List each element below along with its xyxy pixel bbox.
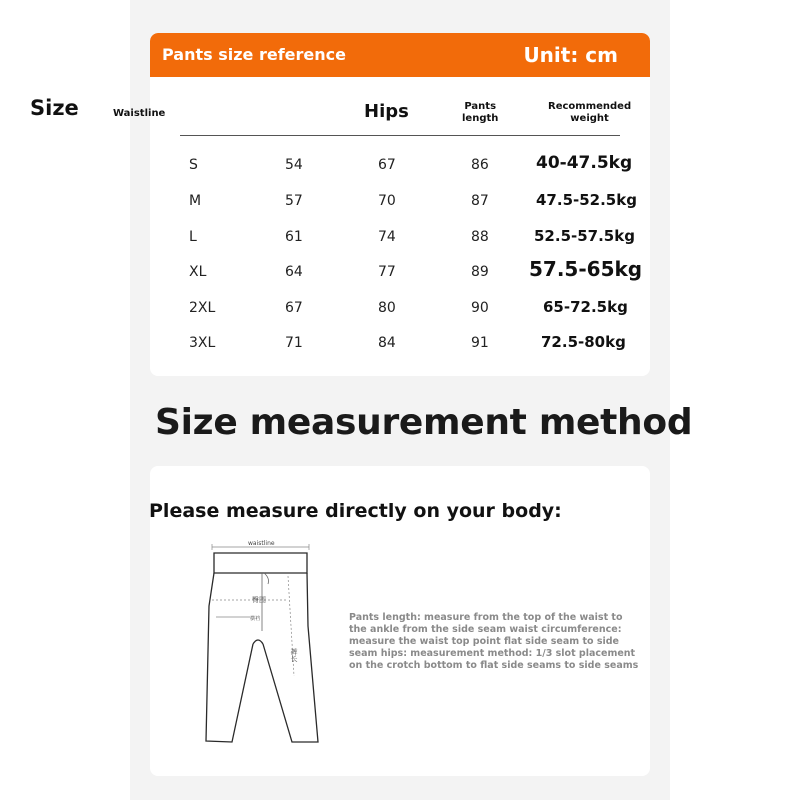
column-header-recommended-weight <box>548 101 631 125</box>
cell-waistline: 57 <box>285 193 303 209</box>
cell-pants-length: 88 <box>471 229 489 245</box>
cell-size: 3XL <box>189 335 216 351</box>
unit-label: Unit: cm <box>523 43 618 67</box>
cell-recommended-weight: 52.5-57.5kg <box>534 227 635 245</box>
cell-size: M <box>189 193 202 209</box>
header-divider <box>180 135 620 136</box>
cell-hips: 77 <box>378 264 396 280</box>
cell-pants-length: 89 <box>471 264 489 280</box>
cell-waistline: 67 <box>285 300 303 316</box>
size-table-header-bar <box>150 33 650 77</box>
column-header-size: Size <box>30 96 79 120</box>
diagram-label-waistline: waistline <box>248 540 275 547</box>
cell-hips: 84 <box>378 335 396 351</box>
cell-recommended-weight: 40-47.5kg <box>536 153 633 173</box>
cell-size: S <box>189 157 198 173</box>
cell-recommended-weight: 65-72.5kg <box>543 298 628 316</box>
size-table-title: Pants size reference <box>162 45 346 64</box>
cell-pants-length: 91 <box>471 335 489 351</box>
column-header-waistline: Waistline <box>113 108 166 119</box>
cell-hips: 74 <box>378 229 396 245</box>
measurement-description: Pants length: measure from the top of the waist to the ankle from the side seam waist circumference: measure the waist top point flat side seam to side seam hips: measurement method: 1/3 slot placement on the crotch bottom to flat side seams to side seams <box>349 612 639 671</box>
cell-recommended-weight: 72.5-80kg <box>541 333 626 351</box>
cell-size: L <box>189 229 197 245</box>
column-header-pants-length-line1: Pants <box>464 101 497 112</box>
cell-recommended-weight: 57.5-65kg <box>529 257 643 281</box>
cell-hips: 67 <box>378 157 396 173</box>
cell-hips: 80 <box>378 300 396 316</box>
cell-pants-length: 87 <box>471 193 489 209</box>
diagram-label-crotch: 横裆 <box>250 616 261 622</box>
cell-recommended-weight: 47.5-52.5kg <box>536 191 637 209</box>
cell-size: 2XL <box>189 300 216 316</box>
cell-waistline: 71 <box>285 335 303 351</box>
column-header-weight-line1: Recommended <box>548 101 632 112</box>
cell-size: XL <box>189 264 207 280</box>
cell-pants-length: 86 <box>471 157 489 173</box>
cell-hips: 70 <box>378 193 396 209</box>
diagram-label-hips: 臀围 <box>252 596 266 604</box>
measure-instruction-heading: Please measure directly on your body: <box>149 500 562 522</box>
cell-waistline: 61 <box>285 229 303 245</box>
diagram-label-pants-length: 裤长 <box>290 648 298 662</box>
pants-diagram <box>190 536 340 751</box>
column-header-pants-length <box>462 101 498 125</box>
measurement-method-title: Size measurement method <box>155 402 693 443</box>
column-header-hips: Hips <box>364 101 409 122</box>
cell-waistline: 64 <box>285 264 303 280</box>
column-header-pants-length-line2: length <box>462 113 499 124</box>
cell-waistline: 54 <box>285 157 303 173</box>
cell-pants-length: 90 <box>471 300 489 316</box>
column-header-weight-line2: weight <box>570 113 609 124</box>
